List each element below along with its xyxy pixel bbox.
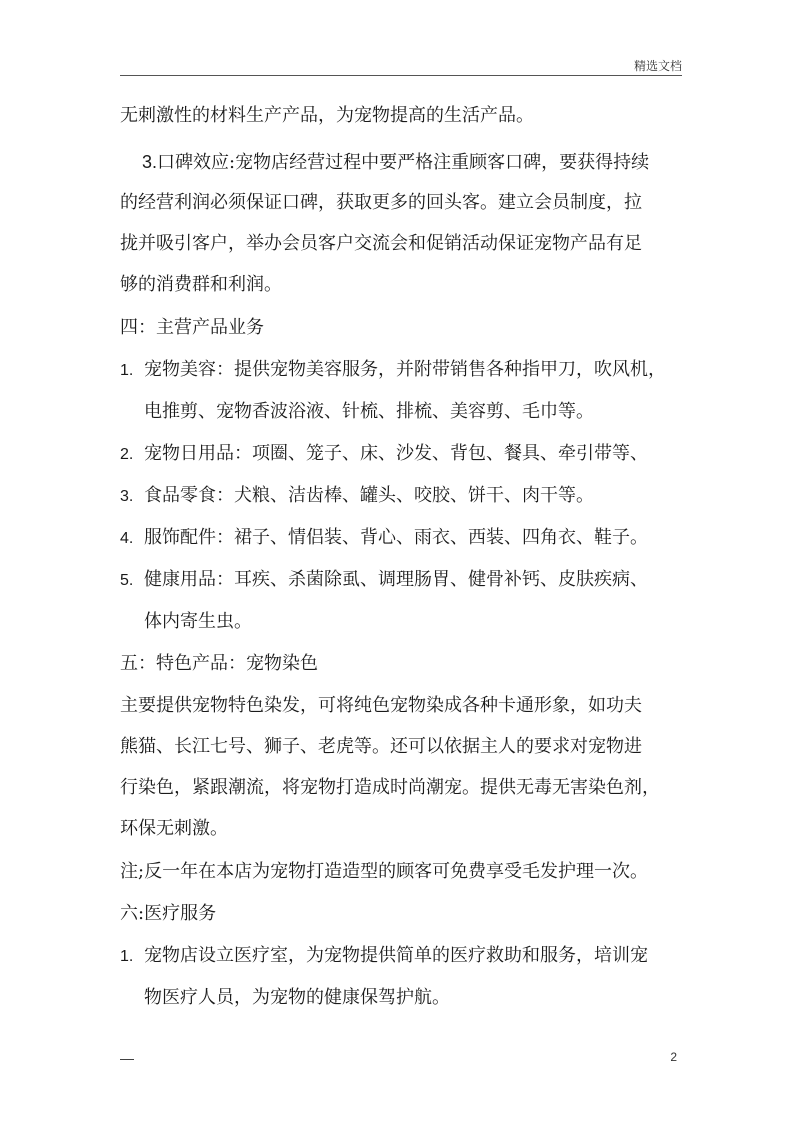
list-item-number: 1. <box>120 948 134 965</box>
section-heading: 五：特色产品：宠物染色 <box>120 653 318 674</box>
list-item-continuation: 电推剪、宠物香波浴液、针梳、排梳、美容剪、毛巾等。 <box>144 401 594 422</box>
page-header-rule <box>120 75 682 76</box>
footer-dash: — <box>120 1050 134 1066</box>
list-item <box>120 944 648 969</box>
list-item-number: 2. <box>120 446 134 463</box>
list-item-text: 宠物美容：提供宠物美容服务，并附带销售各种指甲刀，吹风机， <box>144 359 666 380</box>
paragraph-line: 行染色，紧跟潮流，将宠物打造成时尚潮宠。提供无毒无害染色剂， <box>120 777 660 798</box>
page-number: 2 <box>670 1050 677 1064</box>
paragraph-line: 拢并吸引客户，举办会员客户交流会和促销活动保证宠物产品有足 <box>120 233 642 254</box>
list-item-continuation: 物医疗人员，为宠物的健康保驾护航。 <box>144 987 450 1008</box>
list-item-number: 3. <box>120 488 134 505</box>
paragraph-line: 无刺激性的材料生产产品，为宠物提高的生活产品。 <box>120 105 534 126</box>
note-line: 注;反一年在本店为宠物打造造型的顾客可免费享受毛发护理一次。 <box>120 861 649 882</box>
list-item <box>120 568 648 593</box>
item-number: 3. <box>142 152 158 172</box>
list-item <box>120 358 666 383</box>
list-item-text: 健康用品：耳疾、杀菌除虱、调理肠胃、健骨补钙、皮肤疾病、 <box>144 569 648 590</box>
list-item-number: 1. <box>120 362 134 379</box>
section-heading: 六:医疗服务 <box>120 903 217 924</box>
list-item <box>120 526 648 551</box>
section-heading: 四：主营产品业务 <box>120 317 264 338</box>
item-text: 口碑效应:宠物店经营过程中要严格注重顾客口碑，要获得持续 <box>157 152 650 173</box>
page-header-label: 精选文档 <box>633 59 682 73</box>
paragraph-line <box>142 150 649 175</box>
list-item <box>120 442 648 467</box>
list-item <box>120 484 594 509</box>
list-item-text: 食品零食：犬粮、洁齿棒、罐头、咬胶、饼干、肉干等。 <box>144 485 594 506</box>
list-item-number: 5. <box>120 572 134 589</box>
paragraph-line: 够的消费群和利润。 <box>120 274 282 295</box>
list-item-text: 服饰配件：裙子、情侣装、背心、雨衣、西装、四角衣、鞋子。 <box>144 527 648 548</box>
list-item-text: 宠物店设立医疗室，为宠物提供简单的医疗救助和服务，培训宠 <box>144 945 648 966</box>
paragraph-line: 的经营利润必须保证口碑，获取更多的回头客。建立会员制度，拉 <box>120 192 642 213</box>
paragraph-line: 主要提供宠物特色染发，可将纯色宠物染成各种卡通形象，如功夫 <box>120 695 642 716</box>
list-item-continuation: 体内寄生虫。 <box>144 611 252 632</box>
paragraph-line: 熊猫、长江七号、狮子、老虎等。还可以依据主人的要求对宠物进 <box>120 736 642 757</box>
paragraph-line: 环保无刺激。 <box>120 818 228 839</box>
list-item-number: 4. <box>120 530 134 547</box>
list-item-text: 宠物日用品：项圈、笼子、床、沙发、背包、餐具、牵引带等、 <box>144 443 648 464</box>
